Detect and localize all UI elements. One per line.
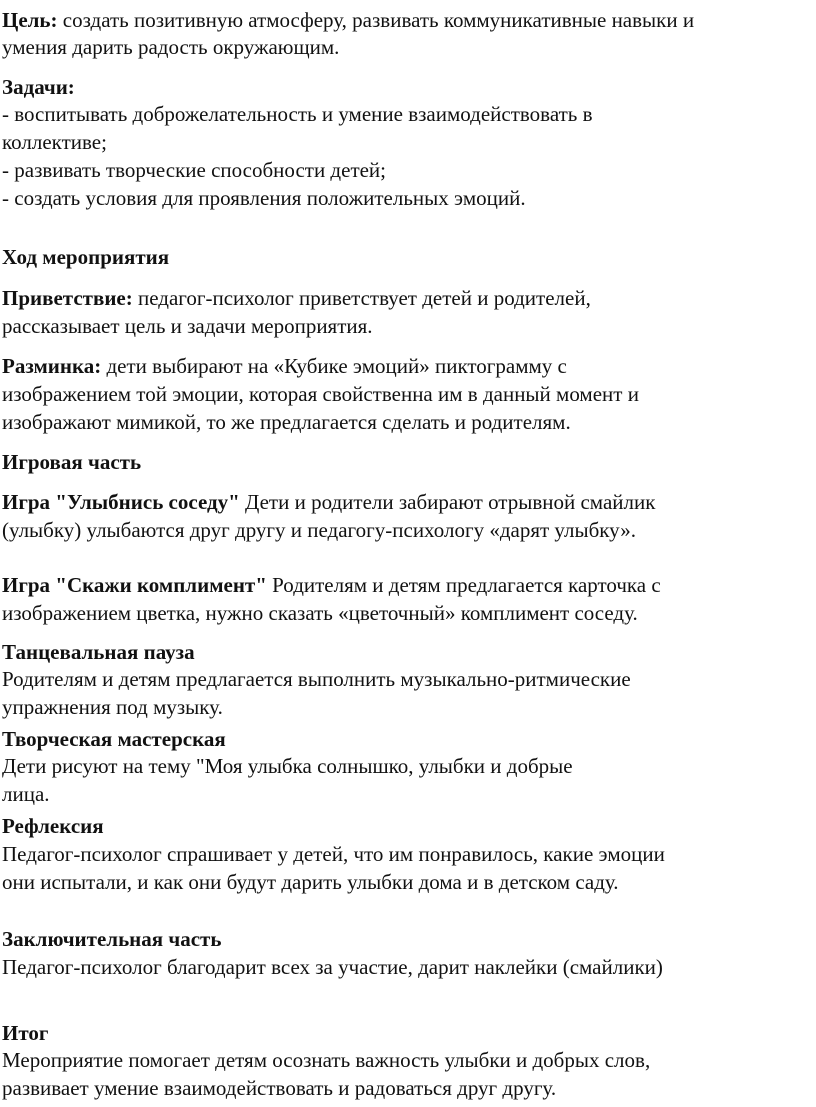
goal-text-1: создать позитивную атмосферу, развивать коммуникативные навыки и <box>57 8 695 32</box>
game-smile-label: Игра "Улыбнись соседу" <box>2 490 240 514</box>
goal-label: Цель: <box>2 8 58 32</box>
game-smile-text-1: Дети и родители забирают отрывной смайлик <box>239 490 656 514</box>
game-compliment-line-2: изображением цветка, нужно сказать «цветочный» комплимент соседу. <box>2 601 638 625</box>
greeting-text-1: педагог-психолог приветствует детей и родителей, <box>132 286 591 310</box>
game-part-heading: Игровая часть <box>2 450 142 474</box>
final-line-1: Педагог-психолог благодарит всех за участие, дарит наклейки (смайлики) <box>2 955 663 979</box>
task-item-2: - развивать творческие способности детей; <box>2 158 387 182</box>
result-line-1: Мероприятие помогает детям осознать важность улыбки и добрых слов, <box>2 1048 651 1072</box>
dance-line-2: упражнения под музыку. <box>2 695 223 719</box>
result-line-2: развивает умение взаимодействовать и радоваться друг другу. <box>2 1076 557 1100</box>
game-smile-line-2: (улыбку) улыбаются друг другу и педагогу-психологу «дарят улыбку». <box>2 518 636 542</box>
reflection-line-2: они испытали, и как они будут дарить улыбки дома и в детском саду. <box>2 870 619 894</box>
dance-line-1: Родителям и детям предлагается выполнить музыкально-ритмические <box>2 667 631 691</box>
task-item-1-line-1: - воспитывать доброжелательность и умение взаимодействовать в <box>2 102 593 126</box>
warmup-line-2: изображением той эмоции, которая свойственна им в данный момент и <box>2 382 639 406</box>
game-smile-line-1 <box>2 488 655 516</box>
reflection-heading: Рефлексия <box>2 814 104 838</box>
tasks-heading: Задачи: <box>2 75 75 99</box>
goal-line-2: умения дарить радость окружающим. <box>2 35 340 59</box>
greeting-label: Приветствие: <box>2 286 133 310</box>
result-heading: Итог <box>2 1021 49 1045</box>
course-heading: Ход мероприятия <box>2 245 170 269</box>
final-heading: Заключительная часть <box>2 927 222 951</box>
workshop-line-1: Дети рисуют на тему "Моя улыбка солнышко, улыбки и добрые <box>2 754 573 778</box>
warmup-text-1: дети выбирают на «Кубике эмоций» пиктограмму с <box>101 354 567 378</box>
greeting-line-2: рассказывает цель и задачи мероприятия. <box>2 314 373 338</box>
game-compliment-label: Игра "Скажи комплимент" <box>2 573 267 597</box>
game-compliment-line-1 <box>2 571 661 599</box>
workshop-heading: Творческая мастерская <box>2 727 226 751</box>
task-item-1-line-2: коллективе; <box>2 130 107 154</box>
warmup-line-3: изображают мимикой, то же предлагается сделать и родителям. <box>2 410 571 434</box>
reflection-line-1: Педагог-психолог спрашивает у детей, что им понравилось, какие эмоции <box>2 842 665 866</box>
game-compliment-text-1: Родителям и детям предлагается карточка с <box>266 573 661 597</box>
greeting-line-1 <box>2 284 591 312</box>
warmup-line-1 <box>2 352 567 380</box>
workshop-line-2: лица. <box>2 782 50 806</box>
dance-heading: Танцевальная пауза <box>2 640 195 664</box>
warmup-label: Разминка: <box>2 354 102 378</box>
task-item-3: - создать условия для проявления положительных эмоций. <box>2 186 526 210</box>
goal-line-1 <box>2 6 694 34</box>
